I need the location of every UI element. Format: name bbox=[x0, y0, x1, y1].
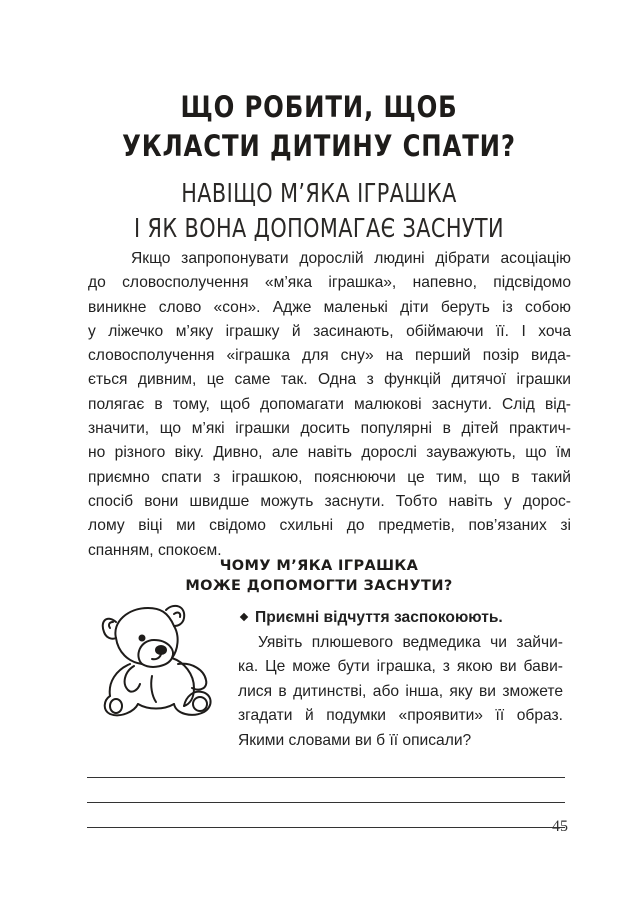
body-line: значити, що м’які іграшки досить популярні в дітей практич- bbox=[88, 420, 571, 438]
body-line: но різного віку. Дивно, але навіть дорослі зауважують, що їм bbox=[88, 444, 571, 462]
bullet-text-line: Уявіть плюшевого ведмедика чи зайчи- bbox=[258, 633, 563, 651]
answer-line[interactable] bbox=[87, 803, 565, 828]
teddy-bear-icon bbox=[94, 600, 234, 718]
page-subtitle bbox=[64, 177, 574, 247]
diamond-bullet-icon bbox=[240, 613, 248, 621]
body-line: у ліжечко м’яку іграшку й засинають, обіймаючи її. І хоча bbox=[88, 322, 571, 340]
bullet-text-line: Якими словами ви б її описали? bbox=[238, 731, 472, 749]
bullet-item bbox=[238, 606, 563, 631]
body-line: полягає в тому, щоб допомагати малюкові заснути. Слід від- bbox=[88, 395, 571, 413]
body-line: словосполучення «іграшка для сну» на перший позір вида- bbox=[88, 347, 571, 365]
bullet-text-line: ка. Це може бути іграшка, з якою ви бави- bbox=[238, 658, 563, 675]
body-line: до словосполучення «м’яка іграшка», напевно, підсвідомо bbox=[88, 274, 571, 292]
body-line: спанням, спокоєм. bbox=[88, 541, 222, 559]
bullet-title: Приємні відчуття заспокоюють. bbox=[255, 609, 503, 626]
answer-lines bbox=[87, 753, 565, 828]
page-number: 45 bbox=[552, 818, 568, 835]
page-title-line-2: УКЛАСТИ ДИТИНУ СПАТИ? bbox=[122, 129, 516, 163]
page-subtitle-line-2: І ЯК ВОНА ДОПОМАГАЄ ЗАСНУТИ bbox=[133, 214, 505, 244]
answer-line[interactable] bbox=[87, 778, 565, 803]
section-heading-line-2: МОЖЕ ДОПОМОГТИ ЗАСНУТИ? bbox=[185, 578, 453, 594]
bullet-text-line: згадати й подумки «проявити» її образ. bbox=[238, 707, 563, 724]
section-heading bbox=[0, 556, 638, 596]
bullet-text-line: лися в дитинстві, або інша, яку ви зможете bbox=[238, 682, 563, 700]
body-line: ється дивним, це саме так. Одна з функцій дитячої іграшки bbox=[88, 371, 571, 389]
page-title-line-1: ЩО РОБИТИ, ЩОБ bbox=[180, 90, 458, 124]
body-line: Якщо запропонувати дорослій людині дібрати асоціацію bbox=[131, 250, 571, 267]
body-line: спосіб вони швидше можуть заснути. Тобто навіть у дорос- bbox=[88, 492, 571, 510]
section-heading-line-1: ЧОМУ М’ЯКА ІГРАШКА bbox=[219, 558, 419, 574]
body-line: приємно спати з іграшкою, пояснюючи це тим, що в такий bbox=[88, 468, 571, 486]
answer-line[interactable] bbox=[87, 753, 565, 778]
body-line: виникне слово «сон». Адже маленькі діти беруть із собою bbox=[88, 298, 571, 316]
bullet-section bbox=[238, 606, 563, 753]
page-subtitle-line-1: НАВІЩО М’ЯКА ІГРАШКА bbox=[181, 179, 457, 209]
body-line: лому віці ми свідомо схильні до предметів, пов’язаних зі bbox=[88, 517, 571, 535]
body-paragraph bbox=[88, 247, 571, 563]
page-title bbox=[51, 88, 587, 166]
